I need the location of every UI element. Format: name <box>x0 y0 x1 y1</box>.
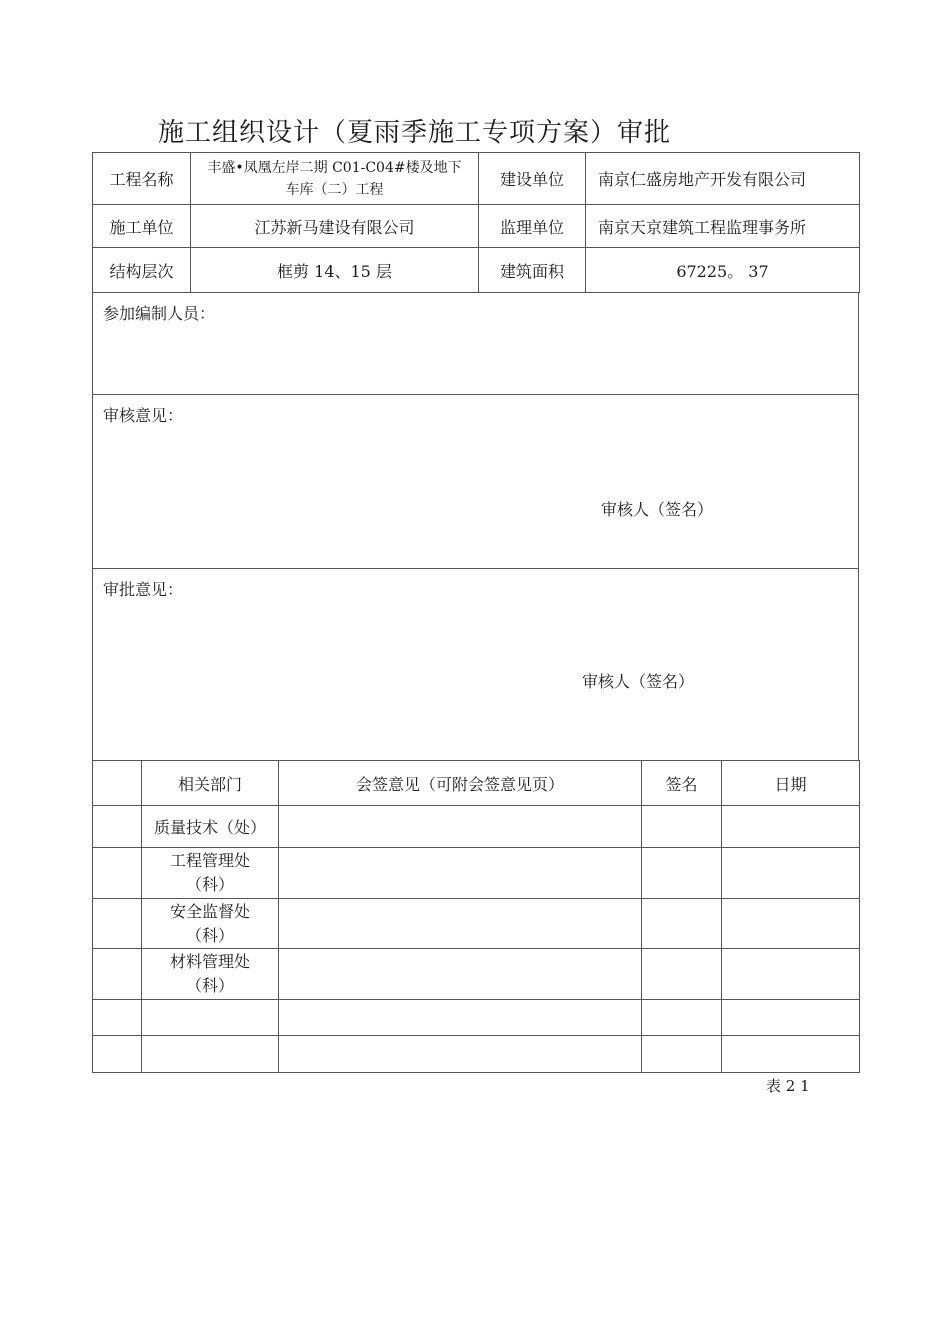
table-row <box>93 1036 860 1073</box>
opinion-cell[interactable] <box>279 806 642 848</box>
date-cell[interactable] <box>722 1036 860 1073</box>
dept-name: 质量技术（处） <box>153 818 266 837</box>
approval-label: 审批意见： <box>103 580 184 599</box>
countersign-table <box>92 760 860 1073</box>
sign-cell[interactable] <box>642 806 722 848</box>
page-title: 施工组织设计（夏雨季施工专项方案）审批 <box>158 118 672 148</box>
table-row <box>93 1000 860 1036</box>
dept-cell <box>142 949 279 1000</box>
opinion-table <box>92 292 859 761</box>
table-row <box>93 848 860 899</box>
date-cell[interactable] <box>722 806 860 848</box>
header-sign: 签名 <box>642 761 722 806</box>
dept-name: 材料管理处 <box>169 952 250 971</box>
sign-cell[interactable] <box>642 1036 722 1073</box>
dept-name: 工程管理处 <box>169 851 250 870</box>
table-row <box>93 899 860 949</box>
opinion-cell[interactable] <box>279 848 642 899</box>
header-opinion: 会签意见（可附会签意见页） <box>279 761 642 806</box>
dept-cell <box>142 806 279 848</box>
dept-suffix: （科） <box>185 925 234 945</box>
opinion-cell[interactable] <box>279 899 642 949</box>
date-cell[interactable] <box>722 899 860 949</box>
table-row <box>93 806 860 848</box>
table-row <box>93 949 860 1000</box>
supervisor-value: 南京天京建筑工程监理事务所 <box>586 205 860 248</box>
opinion-cell[interactable] <box>279 949 642 1000</box>
sign-cell[interactable] <box>642 949 722 1000</box>
date-cell[interactable] <box>722 949 860 1000</box>
opinion-cell[interactable] <box>279 1000 642 1036</box>
sign-cell[interactable] <box>642 1000 722 1036</box>
sign-cell[interactable] <box>642 848 722 899</box>
header-dept: 相关部门 <box>142 761 279 806</box>
dept-name: 安全监督处 <box>169 901 250 921</box>
form-number: 表 2 1 <box>766 1077 810 1095</box>
contractor-value: 江苏新马建设有限公司 <box>191 205 479 248</box>
supervisor-label: 监理单位 <box>479 205 586 248</box>
date-cell[interactable] <box>722 848 860 899</box>
dept-suffix: （科） <box>185 976 234 995</box>
structure-value: 框剪 14、15 层 <box>191 248 479 293</box>
date-cell[interactable] <box>722 1000 860 1036</box>
info-table <box>92 152 860 293</box>
project-name-label: 工程名称 <box>93 153 191 205</box>
approval-signer: 审核人（签名） <box>582 672 695 691</box>
header-date: 日期 <box>722 761 860 806</box>
structure-label: 结构层次 <box>93 248 191 293</box>
review-label: 审核意见： <box>103 406 184 425</box>
area-label: 建筑面积 <box>479 248 586 293</box>
dept-cell <box>142 848 279 899</box>
sign-cell[interactable] <box>642 899 722 949</box>
builder-value: 南京仁盛房地产开发有限公司 <box>586 153 860 205</box>
opinion-cell[interactable] <box>279 1036 642 1073</box>
dept-suffix: （科） <box>185 875 234 894</box>
participants-label: 参加编制人员： <box>103 304 216 323</box>
contractor-label: 施工单位 <box>93 205 191 248</box>
project-name-value: 丰盛•凤凰左岸二期 C01-C04#楼及地下车库（二）工程 <box>191 153 479 205</box>
builder-label: 建设单位 <box>479 153 586 205</box>
area-value: 67225。 37 <box>586 248 860 293</box>
dept-cell[interactable] <box>142 1036 279 1073</box>
dept-cell[interactable] <box>142 1000 279 1036</box>
blank-header-cell <box>93 761 142 806</box>
dept-cell <box>142 899 279 949</box>
review-signer: 审核人（签名） <box>601 500 714 519</box>
